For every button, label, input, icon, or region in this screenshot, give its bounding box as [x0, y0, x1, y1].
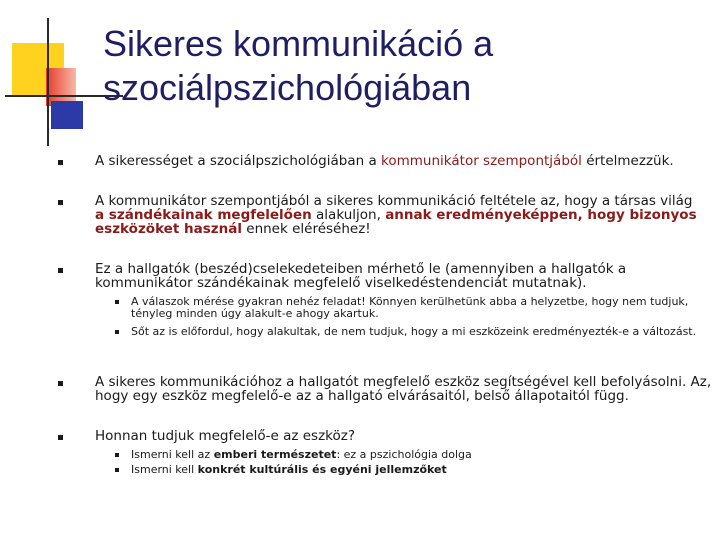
- bullet-5-sub-1-text-c: : ez a pszichológia dolga: [336, 448, 472, 461]
- bullet-3: Ez a hallgatók (beszéd)cselekedeteiben mérhető le (amennyiben a hallgatók a kommunikátor szándékainak megfelelő viselkedéstendenciát mutatnak).: [95, 261, 627, 291]
- bullet-2-text-e: ennek eléréséhez!: [241, 221, 371, 237]
- bullet-3-sub-2: Sőt az is előfordul, hogy alakultak, de nem tudjuk, hogy a mi eszközeink eredményezték-e a változást.: [131, 325, 697, 338]
- sub-bullet-marker: [115, 330, 119, 334]
- bullet-2-bold-2: annak eredményeképpen, hogy bizonyos eszközöket használ: [95, 207, 697, 237]
- title-line-2: szociálpszichológiában: [103, 67, 472, 108]
- vertical-line-decoration: [47, 18, 49, 146]
- bullet-3-sub-1: A válaszok mérése gyakran nehéz feladat! Könnyen kerülhetünk abba a helyzetbe, hogy nem tudjuk, tényleg minden úgy alakult-e ahogy akartuk.: [131, 295, 689, 320]
- slide-title: [103, 22, 703, 110]
- bullet-1-text-c: értelmezzük.: [581, 153, 674, 169]
- sub-bullet-marker: [115, 468, 119, 472]
- bullet-5-sub-2-text-a: Ismerni kell: [131, 463, 198, 476]
- blue-square-decoration: [51, 101, 83, 129]
- bullet-marker: [58, 268, 63, 273]
- bullet-5-sub-1-text-a: Ismerni kell az: [131, 448, 214, 461]
- bullet-5-sub-1-bold: emberi természetet: [213, 448, 337, 461]
- bullet-5-sub-1: [131, 449, 706, 461]
- bullet-marker: [58, 200, 63, 205]
- bullet-1: [95, 154, 710, 168]
- bullet-marker: [58, 160, 63, 165]
- bullet-5: Honnan tudjuk megfelelő-e az eszköz?: [95, 428, 356, 444]
- bullet-marker: [58, 381, 63, 386]
- bullet-2-bold-1: a szándékainak megfelelően: [95, 207, 312, 223]
- bullet-2: [95, 194, 700, 236]
- bullet-2-text-a: A kommunikátor szempontjából a sikeres kommunikáció feltétele az, hogy a társas világ: [95, 193, 693, 209]
- title-line-1: Sikeres kommunikáció a: [103, 23, 494, 64]
- bullet-2-text-c: alakuljon,: [311, 207, 386, 223]
- bullet-5-sub-2-bold: konkrét kultúrális és egyéni jellemzőket: [197, 463, 447, 476]
- bullet-marker: [58, 435, 63, 440]
- sub-bullet-marker: [115, 300, 119, 304]
- bullet-1-text-a: A sikerességet a szociálpszichológiában a: [95, 153, 382, 169]
- bullet-4: A sikeres kommunikációhoz a hallgatót megfelelő eszköz segítségével kell befolyásolni. Az, hogy egy eszköz megfelelő-e az a hallgató elvárásaitól, belső állapotaitól függ.: [95, 374, 712, 404]
- sub-bullet-marker: [115, 453, 119, 457]
- bullet-5-sub-2: [131, 464, 706, 476]
- bullet-1-highlight: kommunikátor szempontjából: [381, 153, 582, 169]
